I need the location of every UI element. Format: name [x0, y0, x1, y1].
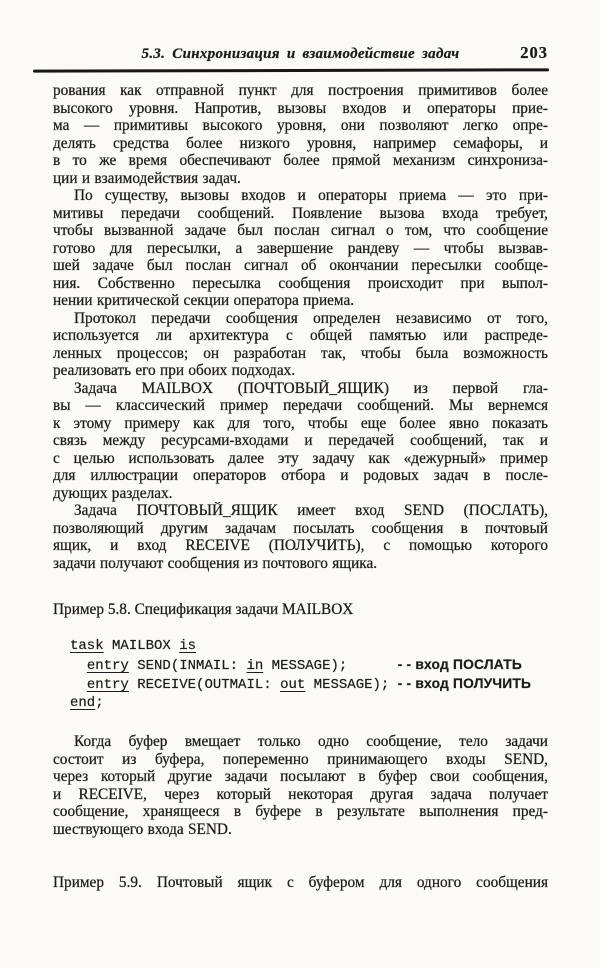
code-line — [70, 675, 531, 695]
text-line: дующих разделах. — [53, 484, 173, 502]
text-line: состоит из буфера, попеременно принимающего входы SEND, — [53, 750, 548, 768]
text-line: делять средства более низкого уровня, например семафоры, и — [53, 134, 548, 152]
code-text: MESSAGE); — [305, 677, 398, 694]
code-keyword: in — [246, 657, 264, 674]
text-line: По существу, вызовы входов и операторы приема — это при- — [74, 187, 548, 204]
text-line: реализовать его при обоих подходах. — [53, 362, 296, 379]
text-line: рования как отправной пункт для построения примитивов более — [53, 82, 548, 99]
code-keyword: entry — [86, 677, 129, 694]
text-line: через который другие задачи посылают в буфер свои сообщения, — [53, 768, 548, 785]
code-text: RECEIVE(OUTMAIL: — [128, 677, 281, 694]
code-line — [70, 656, 531, 676]
body-paragraphs — [53, 82, 548, 572]
code-text: ; — [95, 695, 104, 712]
text-line: с целью использовать далее эту задачу как «дежурный» пример — [53, 449, 548, 467]
text-line: и RECEIVE, через который некоторая другая задача получает — [53, 785, 548, 803]
code-line — [70, 695, 531, 713]
text-line: чтобы вызванной задаче был послан сигнал о том, что сообщение — [53, 222, 548, 239]
example-5-9-caption: Пример 5.9. Почтовый ящик с буфером для одного сообщения — [53, 874, 548, 891]
code-text: SEND(INMAIL: — [128, 657, 247, 674]
text-line: высокого уровня. Напротив, вызовы входов и операторы прие- — [53, 99, 548, 117]
text-line: к этому примеру как для того, чтобы еще более явно показать — [53, 414, 548, 432]
text-line: сообщение, хранящееся в буфере в результате выполнения пред- — [53, 803, 548, 820]
text-line: шей задаче был послан сигнал об окончании пересылки сообще- — [53, 257, 548, 274]
code-text — [70, 658, 87, 674]
code-text — [70, 677, 87, 693]
text-line: связь между ресурсами-входами и передачей сообщений, так и — [53, 432, 548, 449]
text-line: нении критической секции оператора приема. — [53, 292, 355, 309]
text-line: ния. Собственно пересылка сообщения происходит при выпол- — [53, 274, 548, 292]
text-line: Задача MAILBOX (ПОЧТОВЫЙ_ЯЩИК) из первой гла- — [74, 379, 548, 397]
after-code-paragraphs — [53, 733, 548, 838]
text-line: ма — примитивы высокого уровня, они позволяют легко опре- — [53, 117, 548, 134]
text-line: шествующего входа SEND. — [53, 820, 232, 838]
text-line: ленных процессов; он разработан так, чтобы была возможность — [53, 344, 548, 362]
code-keyword: end — [70, 695, 96, 712]
section-header: 5.3. Синхронизация и взаимодействие задач — [141, 46, 460, 62]
code-text: MESSAGE); — [263, 657, 398, 674]
text-line: Когда буфер вмещает только одно сообщение, тело задачи — [74, 733, 548, 750]
code-comment: - - вход ПОСЛАТЬ — [397, 656, 522, 672]
text-line: ции и взаимодействия задач. — [53, 169, 241, 187]
running-head — [53, 43, 548, 68]
text-line: ящик, и вход RECEIVE (ПОЛУЧИТЬ), с помощью которого — [53, 537, 548, 554]
text-line: Задача ПОЧТОВЫЙ_ЯЩИК имеет вход SEND (ПОСЛАТЬ), — [74, 502, 548, 519]
example-5-8-caption: Пример 5.8. Спецификация задачи MAILBOX — [53, 601, 354, 618]
text-line: вы — классический пример передачи сообщений. Мы вернемся — [53, 397, 548, 414]
page-number: 203 — [520, 43, 548, 62]
code-keyword: task — [70, 638, 104, 654]
code-line — [70, 638, 531, 656]
text-line: в то же время обеспечивают более прямой механизм синхрониза- — [53, 152, 548, 169]
text-line: позволяющий другим задачам посылать сообщения в почтовый — [53, 519, 548, 537]
text-line: для иллюстрации операторов отбора и родовых задач в после- — [53, 467, 548, 484]
code-keyword: out — [280, 677, 306, 694]
code-keyword: entry — [86, 657, 129, 674]
text-line: используется ли архитектура с общей памятью или распреде- — [53, 327, 548, 344]
code-keyword: is — [179, 638, 197, 654]
code-block — [70, 638, 531, 713]
code-text: MAILBOX — [103, 638, 180, 654]
text-line: митивы передачи сообщений. Появление вызова входа требует, — [53, 204, 548, 222]
header-rule — [33, 68, 549, 72]
code-comment: - - вход ПОЛУЧИТЬ — [397, 676, 532, 692]
text-line: готово для пересылки, а завершение рандеву — чтобы вызвав- — [53, 239, 548, 257]
text-line: задачи получают сообщения из почтового ящика. — [53, 554, 378, 572]
text-line: Протокол передачи сообщения определен независимо от того, — [74, 309, 548, 327]
